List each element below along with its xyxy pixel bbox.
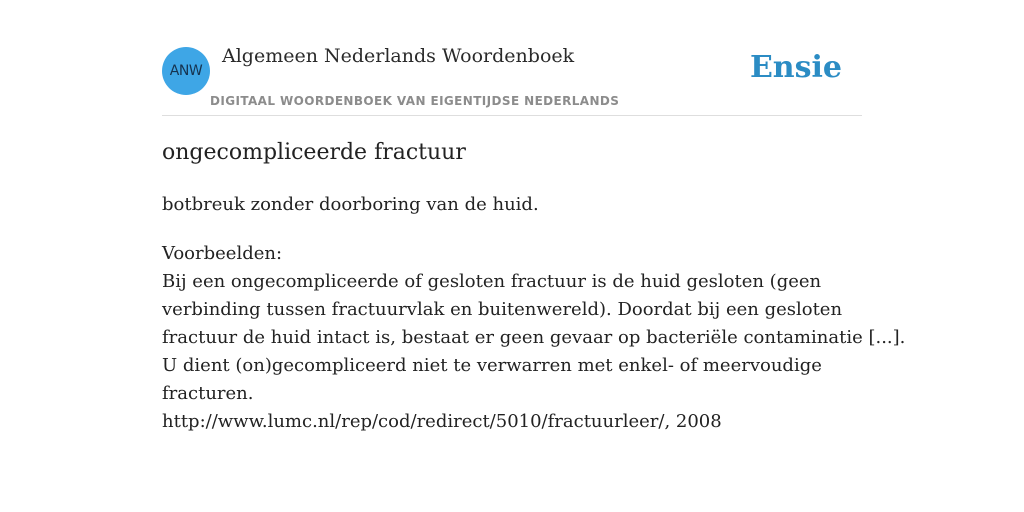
examples-label: Voorbeelden: (162, 243, 283, 264)
ensie-brand-link[interactable]: Ensie (749, 50, 842, 85)
example-line: fractuur de huid intact is, bestaat er geen gevaar op bacteriële contaminatie [...]. (162, 327, 906, 348)
example-line: verbinding tussen fractuurvlak en buitenwereld). Doordat bij een gesloten (162, 299, 843, 320)
entry-card (162, 0, 906, 512)
entry-term: ongecompliceerde fractuur (162, 140, 466, 165)
entry-definition: botbreuk zonder doorboring van de huid. (162, 194, 539, 215)
anw-logo[interactable]: ANW (162, 47, 210, 95)
examples-section (162, 240, 906, 436)
site-title: Algemeen Nederlands Woordenboek (222, 45, 575, 67)
example-line: fracturen. (162, 383, 254, 404)
site-header (162, 0, 862, 116)
example-line: U dient (on)gecompliceerd niet te verwarren met enkel- of meervoudige (162, 355, 822, 376)
example-source: http://www.lumc.nl/rep/cod/redirect/5010/fractuurleer/, 2008 (162, 411, 722, 432)
site-subtitle: DIGITAAL WOORDENBOEK VAN EIGENTIJDSE NEDERLANDS (210, 94, 620, 108)
example-line: Bij een ongecompliceerde of gesloten fractuur is de huid gesloten (geen (162, 271, 822, 292)
